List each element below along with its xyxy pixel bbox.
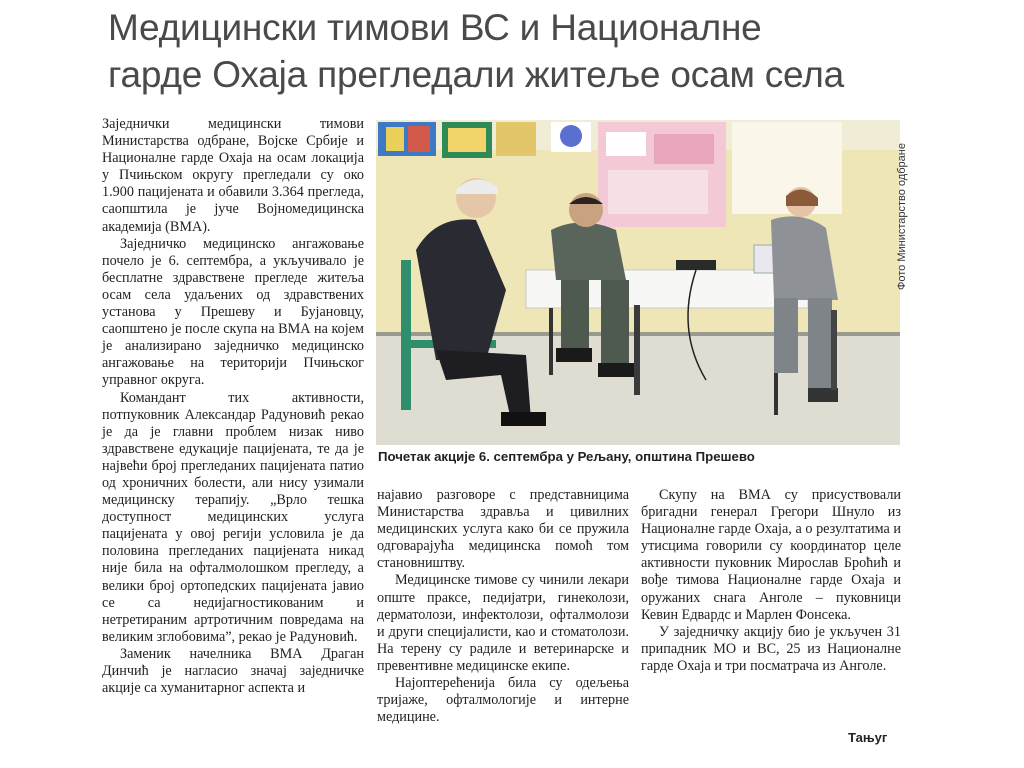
paragraph: најавио разговоре с представницима Министарства здравља и цивилних медицинских услуга како би се пружила одговарајућа медицинска помоћ том становништву. [377, 487, 629, 572]
paragraph: Заједничко медицинско ангажовање почело је 6. септембра, а укључивало је бесплатне здравствене прегледе житеља осам села удаљених од здравствених установа у Прешеву и Бујановцу, саопштено је после скупа на ВМА на којем је анализирано заједничко медицинско ангажовање на територији Пчињског управног округа. [102, 235, 364, 389]
paragraph: Најоптерећенија била су одељења тријаже, офталмологије и интерне медицине. [377, 675, 629, 726]
paragraph: Медицинске тимове су чинили лекари опште праксе, педијатри, гинеколози, дерматолози, инфектолози, офталмолози и други специјалисти, као и стоматолози. На терену су радиле и ветеринарске и превентивне медицинске екипе. [377, 572, 629, 674]
headline-line-1: Медицински тимови ВС и Националне [108, 7, 762, 48]
paragraph: Скупу на ВМА су присуствовали бригадни генерал Грегори Шнулo из Националне гарде Охаја, а о резултатима и утисцима говорили су координатор целе активности пуковник Мирослав Броћић и вође тимова Националне гарде Охаја и оружаних снага Анголе – пуковници Кевин Едвардс и Марлен Фонсека. [641, 487, 901, 623]
photo-caption: Почетак акције 6. септембра у Рељану, општина Прешево [378, 449, 755, 464]
paragraph: Заменик начелника ВМА Драган Динчић је нагласио значај заједничке акције са хуманитарног аспекта и [102, 645, 364, 697]
article-column-2 [377, 487, 629, 726]
paragraph: У заједничку акцију био је укључен 31 припадник МО и ВС, 25 из Националне гарде Охаја и три посматрача из Анголе. [641, 623, 901, 674]
photo-credit: Фото Министарство одбране [896, 143, 908, 290]
photo-illustration [376, 120, 900, 445]
article-photo [376, 120, 900, 445]
article-column-1 [102, 116, 364, 697]
news-agency-source: Тањуг [848, 730, 888, 745]
headline [108, 4, 908, 98]
paragraph: Командант тих активности, потпуковник Александар Радуновић рекао је да је главни проблем низак ниво здравствене едукације пацијената, те да је највећи број прегледаних пацијената патио од хроничних болести, али нису узимали медицинску терапију. „Врло тешка доступност медицинских услуга пацијената у овој регији условила је да половина прегледаних пацијената никад није била на офталмолошком прегледу, а велики број ортопедских пацијената јавио се са недијагностикованим и нетретираним артротичним повредама на великим зглобовима”, рекао је Радуновић. [102, 389, 364, 645]
article-column-3 [641, 487, 901, 675]
headline-line-2: гарде Охаја прегледали житеље осам села [108, 54, 844, 95]
paragraph: Заједнички медицински тимови Министарства одбране, Војске Србије и Националне гарде Охаја на осам локација у Пчињском округу прегледали су око 1.900 пацијената и обавили 3.364 прегледа, саопштила је јуче Војномедицинска академија (ВМА). [102, 116, 364, 235]
